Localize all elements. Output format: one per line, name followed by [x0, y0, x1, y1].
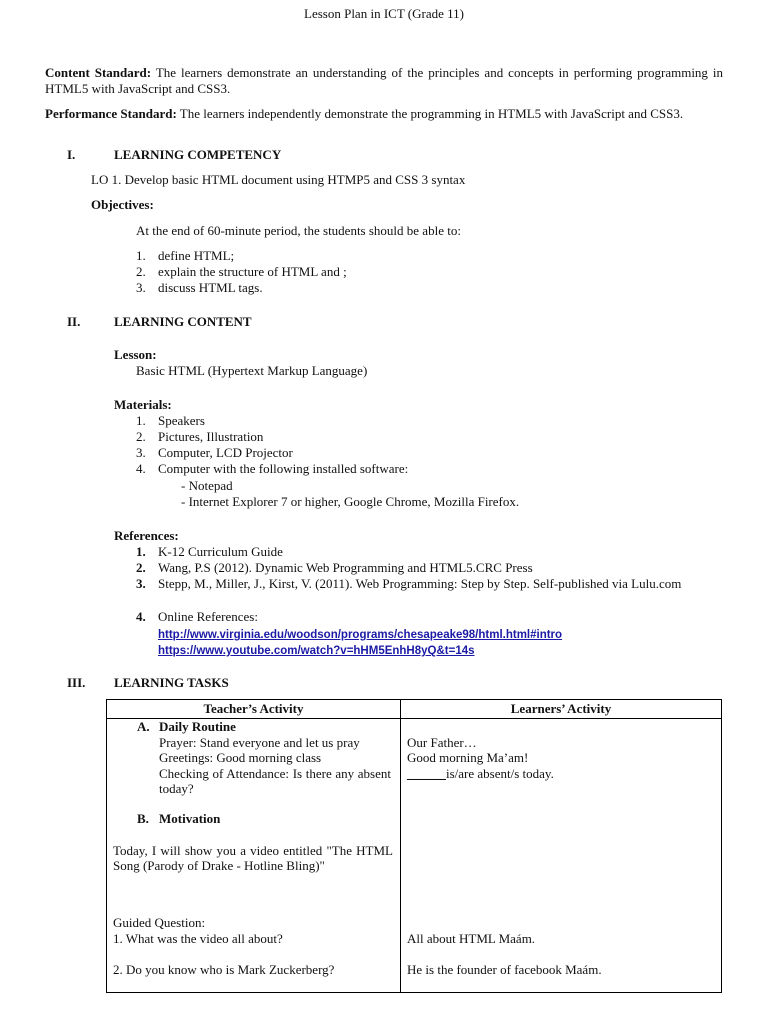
response-greeting: Good morning Ma’am! — [407, 749, 529, 765]
section-heading-2 — [67, 314, 252, 330]
greetings-text: Greetings: Good morning class — [159, 749, 322, 765]
document-page: Lesson Plan in ICT (Grade 11) Content Standard: The learners demonstrate an understanding of the principles and concepts in performing programming in HTML5 with JavaScript and CSS3. Performance Standard: The learners independently demonstrate the programming in HTML5 with JavaScript and CSS3. I. LEARNING COMPETENCY LO 1. Develop basic HTML document using HTMP5 and CSS 3 syntax Objectives: At the end of 60-minute period, the students should be able to: 1. define HTML; 2. explain the structure of HTML and ; 3. discuss HTML tags. II. LEARNING CONTENT Lesson: Basic HTML (Hypertext Markup Language) Materials: 1. Speakers 2. Pictures, Illustration 3. Computer, LCD Projector 4. Computer with the following installed software: - Notepad - Internet Explorer 7 or higher, Google Chrome, Mozilla Firefox. References: 1. K-12 Curriculum Guide 2. Wang, P.S (2012). Dynamic Web Programming and HTML5.CRC Press 3. Stepp, M., Miller, J., Kirst, V. (2011). Web Programming: Step by Step. Self-published via Lulu.com 4. Online References: http://www.virginia.edu/woodson/programs/chesapeake98/html.html#intro https://www.youtube.com/watch?v=hHM5EnhH8yQ&t=14s III. LEARNING TASKS Teacher’s Activity Learners’ Activity A. Daily Routine Prayer: Stand everyone and let us pray Greetings: Good morning class Checking of Attendance: Is there any absent today? B. Motivation Today, I will show you a video entitled "The HTML Song (Parody of Drake - Hotline Bling)" Guided Question: 1. What was the video all about? 2. Do you know who is Mark Zuckerberg? Our Father… Good morning Ma’am! ______is/are absent/s today. All about HTML Maám. He is the founder of facebook Maám. — [0, 0, 768, 1024]
section-number: I. — [67, 147, 76, 162]
guided-question-label: Guided Question: — [113, 914, 206, 930]
list-item: 3. Stepp, M., Miller, J., Kirst, V. (2011). Web Programming: Step by Step. Self-published via Lulu.com — [136, 576, 682, 591]
response-prayer: Our Father… — [407, 734, 477, 750]
document-title: Lesson Plan in ICT (Grade 11) — [304, 6, 464, 21]
blank-line: ______ — [407, 765, 446, 781]
question-1: 1. What was the video all about? — [113, 930, 283, 946]
section-number: II. — [67, 314, 81, 329]
teacher-activity-cell — [107, 718, 401, 992]
subsection-title: Motivation — [159, 810, 221, 826]
section-title: LEARNING TASKS — [114, 675, 229, 690]
subsection-letter: B. — [137, 810, 149, 826]
reference-link[interactable]: http://www.virginia.edu/woodson/programs/chesapeake98/html.html#intro — [158, 629, 563, 641]
prayer-text: Prayer: Stand everyone and let us pray — [159, 734, 360, 750]
performance-standard-text: The learners independently demonstrate the programming in HTML5 with JavaScript and CSS3. — [179, 106, 684, 121]
section-number: III. — [67, 675, 86, 690]
performance-standard — [45, 106, 723, 122]
objectives-label: Objectives: — [91, 197, 154, 212]
table-row — [107, 718, 722, 992]
response-q1: All about HTML Maám. — [407, 930, 536, 946]
subsection-title: Daily Routine — [159, 718, 236, 734]
question-2: 2. Do you know who is Mark Zuckerberg? — [113, 961, 335, 977]
motivation-text: Today, I will show you a video entitled "The HTML Song (Parody of Drake - Hotline Bling)" — [113, 842, 393, 873]
section-heading-3 — [67, 675, 229, 691]
lesson-text: Basic HTML (Hypertext Markup Language) — [136, 363, 368, 378]
table-header-teacher: Teacher’s Activity — [107, 700, 401, 719]
content-standard-text: The learners demonstrate an understanding of the principles and concepts in performing programming in HTML5 with JavaScript and CSS3. — [45, 65, 724, 96]
software-item: - Internet Explorer 7 or higher, Google Chrome, Mozilla Firefox. — [181, 494, 520, 509]
table-header-learners: Learners’ Activity — [401, 700, 722, 719]
content-standard-label: Content Standard: — [45, 65, 152, 80]
attendance-text: Checking of Attendance: Is there any absent today? — [159, 765, 391, 796]
references-label: References: — [114, 528, 179, 543]
section-title: LEARNING CONTENT — [114, 314, 252, 329]
table-header-row — [107, 700, 722, 719]
response-q2: He is the founder of facebook Maám. — [407, 961, 602, 977]
section-title: LEARNING COMPETENCY — [114, 147, 282, 162]
materials-label: Materials: — [114, 397, 172, 412]
reference-link[interactable]: https://www.youtube.com/watch?v=hHM5EnhH8yQ&t=14s — [158, 645, 475, 657]
learning-tasks-table — [106, 699, 722, 993]
objectives-intro: At the end of 60-minute period, the students should be able to: — [136, 223, 461, 238]
lesson-label: Lesson: — [114, 347, 157, 362]
section-heading-1 — [67, 147, 281, 163]
response-absent: ______is/are absent/s today. — [407, 765, 554, 781]
learning-outcome: LO 1. Develop basic HTML document using HTMP5 and CSS 3 syntax — [91, 172, 466, 187]
learners-activity-cell — [401, 718, 722, 992]
software-item: - Notepad — [181, 478, 233, 493]
subsection-letter: A. — [137, 718, 150, 734]
content-standard — [45, 65, 723, 97]
performance-standard-label: Performance Standard: — [45, 106, 177, 121]
